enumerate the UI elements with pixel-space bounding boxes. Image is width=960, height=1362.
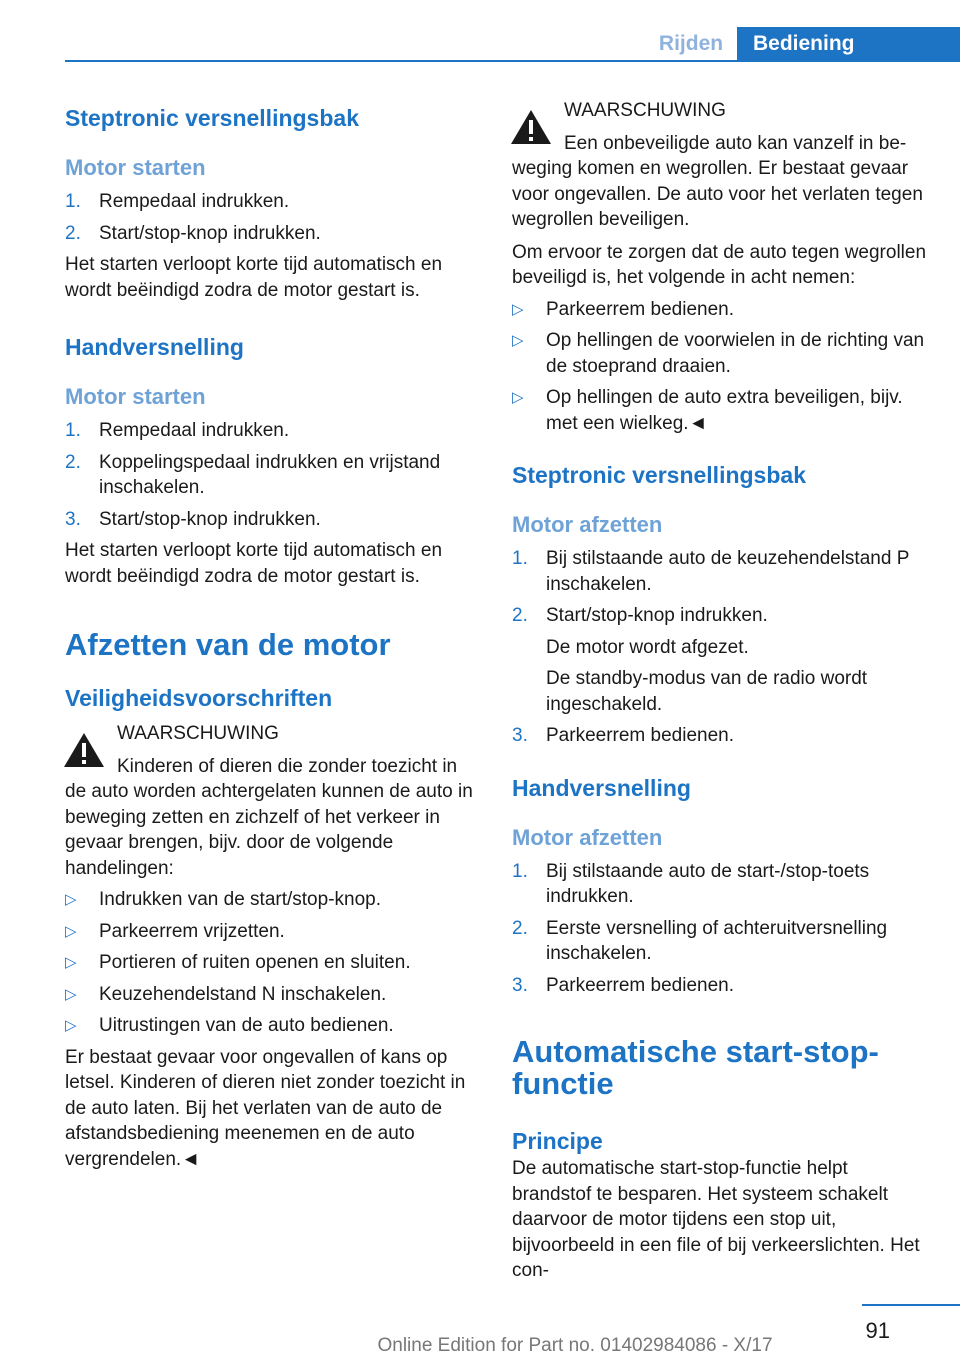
list-item: 2. Start/stop-knop indrukken. De motor wordt afgezet. De standby-modus van de radio wordt ingeschakeld. [512, 603, 932, 717]
list-item: 2. Koppelingspedaal indrukken en vrijstand inschakelen. [65, 451, 441, 498]
list-item: ▷ Indrukken van de start/stop-knop. [65, 887, 480, 913]
warning-label: WAARSCHUWING [117, 723, 279, 744]
chapter-title-afzetten: Afzetten van de motor [65, 627, 391, 662]
list-item: 1. Bij stilstaande auto de keuzehendelstand P inschakelen. [512, 548, 910, 595]
step-detail: De standby-modus van de radio wordt ingeschakeld. [546, 668, 868, 715]
bullet-triangle-icon: ▷ [65, 922, 77, 940]
step-detail: De motor wordt afgezet. [546, 636, 749, 658]
paragraph: Het starten verloopt korte tijd automatisch en wordt beëindigd zodra de motor gestart is. [65, 540, 443, 587]
list-item: 1. Rempedaal indrukken. [65, 191, 290, 212]
paragraph: Er bestaat gevaar voor ongevallen of kans op letsel. Kinderen of dieren niet zonder toezicht in de auto laten. Bij het verlaten van de auto de afstandsbediening meenemen en de auto vergrendelen.◄ [65, 1046, 466, 1170]
warning-bullet-list [65, 887, 480, 1039]
warning-block [512, 98, 932, 156]
page-number: 91 [865, 1318, 890, 1343]
list-item: ▷ Uitrustingen van de auto bedienen. [65, 1013, 480, 1039]
section-title-handversnelling: Handversnelling [65, 334, 244, 360]
list-item: 3. Start/stop-knop indrukken. [65, 508, 321, 530]
paragraph: De automatische start-stop-functie helpt brandstof te besparen. Het systeem schakelt daarvoor de motor tijdens een stop uit, bijvoorbeeld in een file of bij verkeerslichten. Het con- [512, 1158, 920, 1281]
bullet-triangle-icon: ▷ [512, 300, 524, 318]
subsection-motor-afzetten: Motor afzetten [512, 824, 663, 850]
list-item: 3. Parkeerrem bedienen. [512, 974, 734, 996]
bullet-triangle-icon: ▷ [65, 1017, 77, 1034]
subsection-motor-starten: Motor starten [65, 384, 206, 409]
warning-triangle-icon [510, 108, 552, 146]
list-item: ▷ Parkeerrem bedienen. [512, 297, 932, 323]
warning-label: WAARSCHUWING [564, 100, 726, 121]
warning-block [65, 721, 480, 779]
warning-text: de auto worden achtergelaten kunnen de auto in beweging zetten en zichzelf of het verkeer in gevaar brengen, bijv. door de volgende handelingen: [65, 781, 473, 879]
section-title-steptronic: Steptronic versnellingsbak [512, 462, 806, 488]
list-item: ▷ Keuzehendelstand N inschakelen. [65, 982, 480, 1008]
section-title-handversnelling: Handversnelling [512, 774, 691, 801]
list-item: ▷ Portieren of ruiten openen en sluiten. [65, 950, 480, 976]
section-title-steptronic: Steptronic versnellingsbak [65, 105, 359, 131]
section-title-veiligheid: Veiligheidsvoorschriften [65, 685, 333, 711]
subsection-motor-starten: Motor starten [65, 155, 206, 180]
footer-rule [862, 1304, 960, 1306]
list-item: 1. Rempedaal indrukken. [65, 420, 290, 441]
list-item: ▷ Parkeerrem vrijzetten. [65, 919, 480, 945]
bullet-triangle-icon: ▷ [65, 891, 77, 908]
warning-triangle-icon [63, 731, 105, 769]
paragraph: Het starten verloopt korte tijd automatisch en wordt beëindigd zodra de motor gestart is. [65, 254, 443, 301]
list-item: 1. Bij stilstaande auto de start-/stop-toets indrukken. [512, 860, 870, 907]
bullet-triangle-icon: ▷ [65, 954, 77, 971]
bullet-triangle-icon: ▷ [512, 332, 524, 349]
subsection-motor-afzetten: Motor afzetten [512, 512, 663, 537]
list-item: ▷ Op hellingen de auto extra beveiligen, bijv. met een wielkeg.◄ [512, 387, 903, 434]
warning-text: weging komen en wegrollen. Er bestaat gevaar voor ongevallen. De auto voor het verlaten tegen wegrollen beveiligen. [512, 158, 923, 230]
steps-list [65, 189, 480, 246]
list-item: 3. Parkeerrem bedienen. [512, 725, 734, 746]
right-column [512, 98, 932, 1284]
header-tab-bediening: Bediening [737, 27, 960, 62]
paragraph: Om ervoor te zorgen dat de auto tegen wegrollen beveiligd is, het volgende in acht nemen: [512, 241, 927, 288]
bullet-triangle-icon: ▷ [512, 389, 524, 406]
left-column [65, 98, 480, 1172]
section-title-principe: Principe [512, 1128, 603, 1154]
bullet-list [512, 297, 932, 437]
list-item: 2. Start/stop-knop indrukken. [65, 222, 321, 244]
steps-list [512, 546, 932, 749]
chapter-title-auto-start-stop: Automatische start-stop-functie [512, 1034, 879, 1101]
steps-list [65, 418, 480, 532]
list-item: ▷ Op hellingen de voorwielen in de richting van de stoeprand draaien. [512, 330, 925, 377]
steps-list [512, 859, 932, 999]
header-tab-rijden: Rijden [658, 32, 724, 55]
header-rule [65, 60, 960, 62]
edition-note: Online Edition for Part no. 01402984086 - X/17 [377, 1335, 773, 1356]
list-item: 2. Eerste versnelling of achteruitversnelling inschakelen. [512, 917, 888, 964]
bullet-triangle-icon: ▷ [65, 985, 77, 1003]
warning-text-first-line: Een onbeveiligde auto kan vanzelf in be- [564, 132, 907, 154]
warning-text-first-line: Kinderen of dieren die zonder toezicht in [117, 755, 458, 777]
